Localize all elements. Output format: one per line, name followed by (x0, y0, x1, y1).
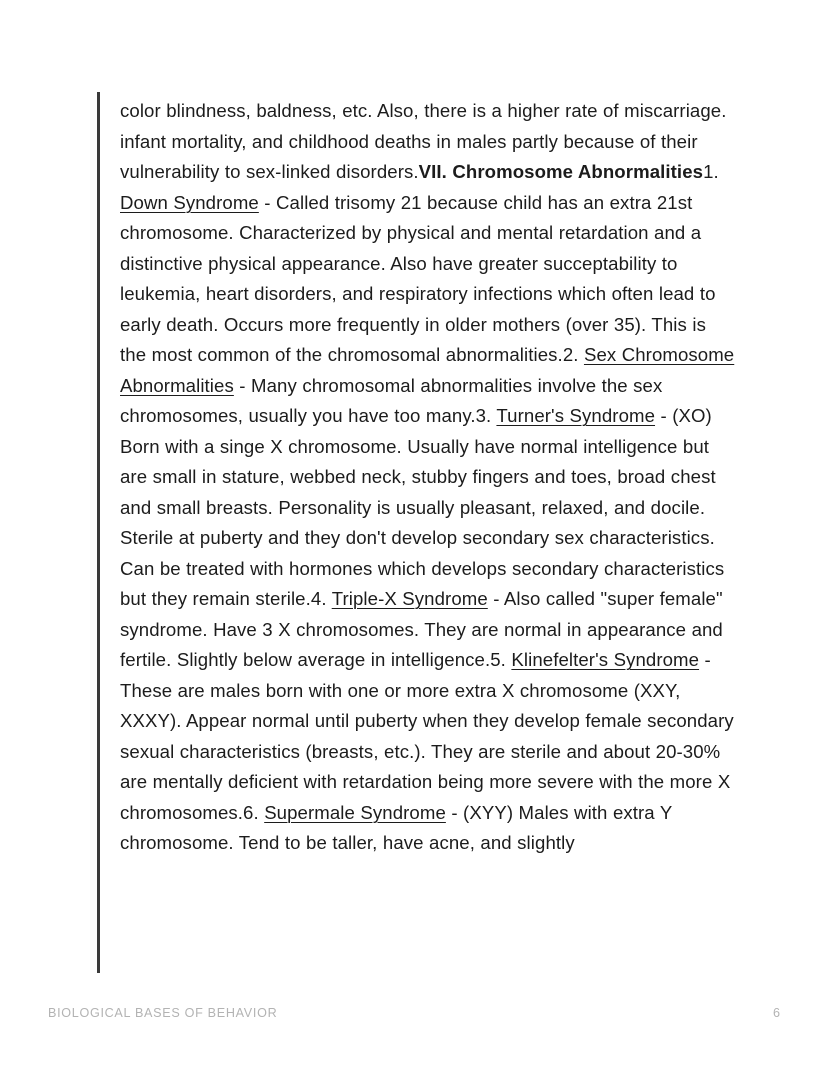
body-content-area (120, 96, 736, 859)
left-accent-rule (97, 92, 100, 973)
text-run-supermale-desc: - (XYY) Males with extra Y chromosome. Tend to be taller, have acne, and slightly (120, 801, 673, 853)
text-run-triple-x-desc: - Also called "super female" syndrome. Have 3 X chromosomes. They are normal in appearance and fertile. Slightly below average in intelligence. (120, 588, 723, 670)
list-marker-2: 2. (562, 344, 584, 365)
list-marker-3: 3. (475, 405, 497, 426)
text-run-sex-chromosome-desc: - Many chromosomal abnormalities involve the sex chromosomes, usually you have too many. (120, 374, 663, 426)
list-marker-6: 6. (243, 801, 265, 823)
text-run-intro: color blindness, baldness, etc. Also, there is a higher rate of miscarriage. infant mortality, and childhood deaths in males partly because of their vulnerability to sex-linked disorders. (120, 100, 727, 182)
footer-document-title: BIOLOGICAL BASES OF BEHAVIOR (48, 1006, 278, 1020)
term-turners-syndrome: Turner's Syndrome (496, 405, 656, 426)
term-supermale-syndrome: Supermale Syndrome (264, 801, 446, 823)
text-run-turners-desc: - (XO) Born with a singe X chromosome. Usually have normal intelligence but are small in stature, webbed neck, stubby fingers and toes, broad chest and small breasts. Personality is usually pleasant, relaxed, and docile. Sterile at puberty and they don't develop secondary sex characteristics. Can be treated with hormones which develops secondary characteristics but they remain sterile. (120, 405, 725, 609)
term-triple-x-syndrome: Triple-X Syndrome (331, 588, 488, 609)
list-marker-4: 4. (310, 588, 332, 609)
term-down-syndrome: Down Syndrome (120, 191, 259, 213)
list-marker-5: 5. (490, 649, 512, 670)
term-klinefelters-syndrome: Klinefelter's Syndrome (511, 649, 700, 670)
section-heading-inline: VII. Chromosome Abnormalities (418, 161, 704, 182)
footer-page-number: 6 (772, 1006, 780, 1020)
body-paragraph (120, 96, 736, 859)
text-run-down-syndrome-desc: - Called trisomy 21 because child has an extra 21st chromosome. Characterized by physical and mental retardation and a distinctive physical appearance. Also have greater succeptability to leukemia, heart disorders, and respiratory infections which often lead to early death. Occurs more frequently in older mothers (over 35). This is the most common of the chromosomal abnormalities. (120, 191, 716, 365)
list-marker-1: 1. (703, 161, 719, 182)
page-footer (0, 1006, 828, 1036)
text-run-klinefelters-desc: - These are males born with one or more extra X chromosome (XXY, XXXY). Appear normal until puberty when they develop female secondary sexual characteristics (breasts, etc.). They are sterile and about 20-30% are mentally deficient with retardation being more severe with the more X chromosomes. (120, 649, 734, 823)
term-sex-chromosome-abnormalities: Sex Chromosome Abnormalities (120, 344, 735, 396)
